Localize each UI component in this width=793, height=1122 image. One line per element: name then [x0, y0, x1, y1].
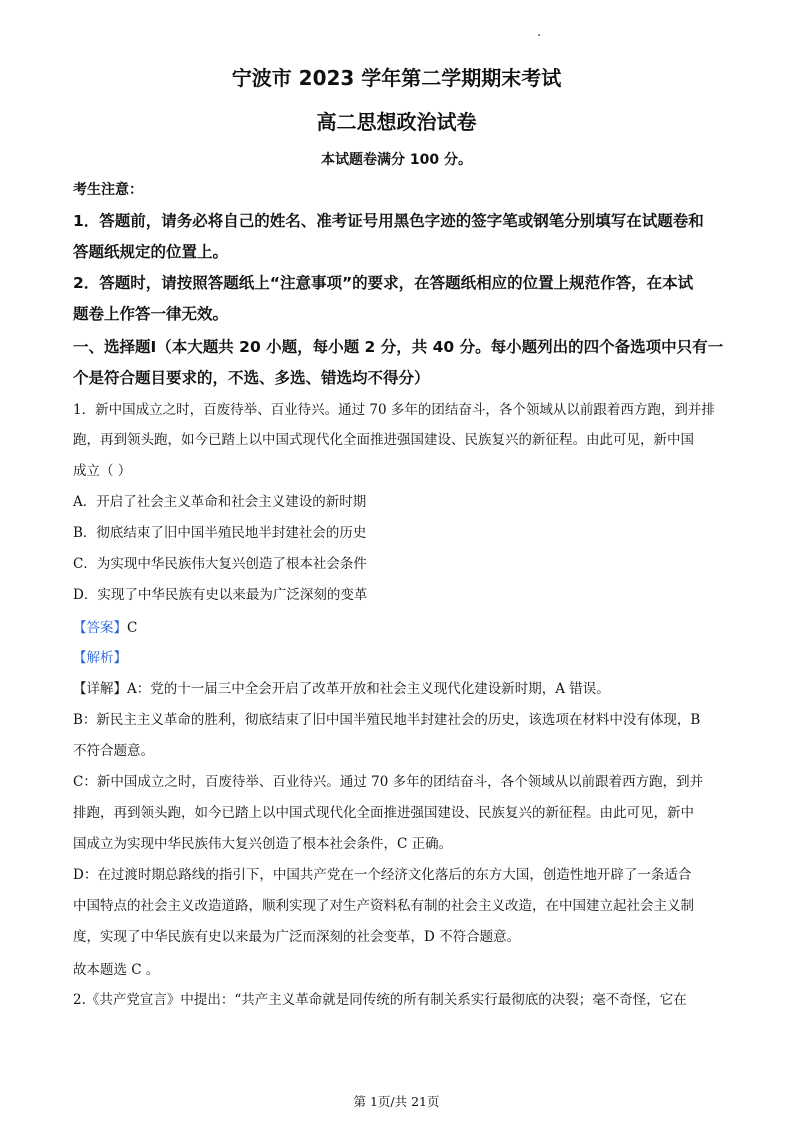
notice-item-1-line-2: 答题纸规定的位置上。 [73, 243, 229, 261]
answer-value: C [127, 620, 138, 636]
q1-stem-line-2: 跑，再到领头跑，如今已踏上以中国式现代化全面推进强国建设、民族复兴的新征程。由此可见，新中国 [73, 432, 694, 448]
q1-detail-a [73, 679, 610, 699]
q1-stem-line-1: 1．新中国成立之时，百废待举、百业待兴。通过 70 多年的团结奋斗，各个领域从以前跟着西方跑，到并排 [73, 402, 715, 418]
page-title: 宁波市 2023 学年第二学期期末考试 [231, 66, 562, 90]
q1-stem-line-3: 成立（ ） [73, 463, 132, 479]
q1-detail-c-line-1: C：新中国成立之时，百废待举、百业待兴。通过 70 多年的团结奋斗，各个领域从以前跟着西方跑，到并 [73, 774, 704, 790]
q1-answer [73, 618, 137, 638]
section-heading-line-2: 个是符合题目要求的，不选、多选、错选均不得分） [73, 369, 430, 387]
page-subtitle: 高二思想政治试卷 [316, 110, 477, 134]
notice-heading: 考生注意： [73, 182, 143, 198]
q1-detail-d-line-1: D：在过渡时期总路线的指引下，中国共产党在一个经济文化落后的东方大国，创造性地开辟了一条适合 [73, 867, 692, 883]
detail-tag: 【详解】 [73, 681, 127, 697]
analysis-tag: 【解析】 [73, 650, 127, 666]
q2-stem-line-1: 2.《共产党宣言》中提出：“共产主义革命就是同传统的所有制关系实行最彻底的决裂；毫不奇怪，它在 [73, 992, 687, 1008]
scan-dot [538, 34, 540, 36]
q1-detail-b-line-2: 不符合题意。 [73, 743, 154, 759]
notice-item-1-line-1: 1．答题前，请务必将自己的姓名、准考证号用黑色字迹的签字笔或钢笔分别填写在试题卷和 [73, 212, 704, 230]
q1-detail-d-line-2: 中国特点的社会主义改造道路，顺利实现了对生产资料私有制的社会主义改造，在中国建立起社会主义制 [73, 898, 694, 914]
page-footer: 第 1页/共 21页 [353, 1094, 440, 1109]
notice-item-2-line-1: 2．答题时，请按照答题纸上“注意事项”的要求，在答题纸相应的位置上规范作答，在本试 [73, 274, 694, 292]
full-score-note: 本试题卷满分 100 分。 [321, 152, 472, 168]
q1-detail-d-line-3: 度，实现了中华民族有史以来最为广泛而深刻的社会变革，D 不符合题意。 [73, 929, 521, 945]
q1-analysis-heading [73, 648, 127, 668]
q1-detail-c-line-3: 国成立为实现中华民族伟大复兴创造了根本社会条件，C 正确。 [73, 836, 453, 852]
notice-item-2-line-2: 题卷上作答一律无效。 [73, 305, 229, 323]
detail-a-text: A：党的十一届三中全会开启了改革开放和社会主义现代化建设新时期，A 错误。 [127, 681, 610, 697]
q1-detail-c-line-2: 排跑，再到领头跑，如今已踏上以中国式现代化全面推进强国建设、民族复兴的新征程。由此可见，新中 [73, 805, 694, 821]
q1-option-b: B．彻底结束了旧中国半殖民地半封建社会的历史 [73, 525, 367, 541]
section-heading-line-1: 一、选择题Ⅰ（本大题共 20 小题，每小题 2 分，共 40 分。每小题列出的四个备选项中只有一 [73, 338, 724, 356]
q1-option-a: A．开启了社会主义革命和社会主义建设的新时期 [73, 494, 367, 510]
q1-detail-b-line-1: B：新民主主义革命的胜利，彻底结束了旧中国半殖民地半封建社会的历史，该选项在材料中没有体现，B [73, 712, 701, 728]
answer-tag: 【答案】 [73, 620, 127, 636]
q1-option-c: C．为实现中华民族伟大复兴创造了根本社会条件 [73, 556, 367, 572]
q1-option-d: D．实现了中华民族有史以来最为广泛深刻的变革 [73, 587, 368, 603]
q1-conclusion: 故本题选 C 。 [73, 962, 160, 978]
